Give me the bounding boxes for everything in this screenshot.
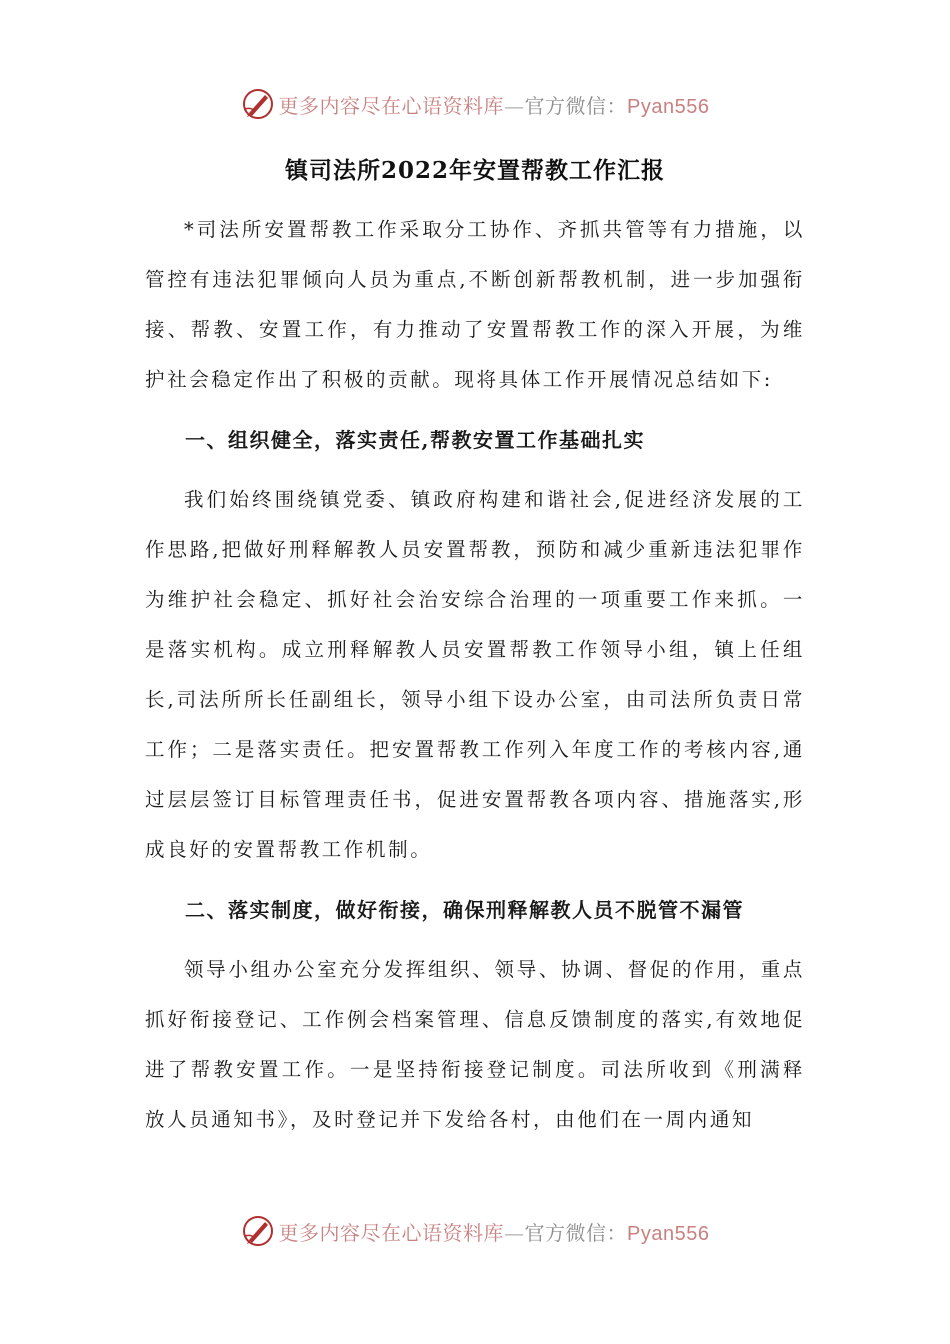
section-2-heading: 二、落实制度，做好衔接，确保刑释解教人员不脱管不漏管 [185, 898, 744, 922]
section-1-heading: 一、组织健全，落实责任,帮教安置工作基础扎实 [185, 428, 645, 452]
header-watermark-banner [0, 84, 950, 124]
document-body [145, 205, 805, 1145]
document-title: 镇司法所2022年安置帮教工作汇报 [284, 157, 665, 184]
contact-label: 官方微信： [524, 93, 628, 118]
contact-label: 官方微信： [524, 1220, 628, 1245]
pen-logo-icon [241, 1214, 275, 1248]
brand-text: 更多内容尽在心语资料库 [278, 1220, 505, 1245]
section-2-paragraph: 领导小组办公室充分发挥组织、领导、协调、督促的作用，重点抓好衔接登记、工作例会档案管理、信息反馈制度的落实,有效地促进了帮教安置工作。一是坚持衔接登记制度。司法所收到《刑满释放人员通知书》，及时登记并下发给各村，由他们在一周内通知 [145, 958, 805, 1131]
intro-paragraph: *司法所安置帮教工作采取分工协作、齐抓共管等有力措施，以管控有违法犯罪倾向人员为重点,不断创新帮教机制，进一步加强衔接、帮教、安置工作，有力推动了安置帮教工作的深入开展，为维护社会稳定作出了积极的贡献。现将具体工作开展情况总结如下: [145, 218, 805, 391]
contact-id: Pyan556 [627, 95, 710, 118]
footer-watermark-banner [0, 1211, 950, 1251]
promo-text [279, 1217, 710, 1246]
pen-logo-icon [241, 87, 275, 121]
banner-dash: — [504, 1220, 525, 1245]
promo-text [279, 90, 710, 119]
contact-id: Pyan556 [627, 1222, 710, 1245]
brand-text: 更多内容尽在心语资料库 [278, 93, 505, 118]
banner-dash: — [504, 93, 525, 118]
section-1-paragraph: 我们始终围绕镇党委、镇政府构建和谐社会,促进经济发展的工作思路,把做好刑释解教人员安置帮教，预防和减少重新违法犯罪作为维护社会稳定、抓好社会治安综合治理的一项重要工作来抓。一是落实机构。成立刑释解教人员安置帮教工作领导小组，镇上任组长,司法所所长任副组长，领导小组下设办公室，由司法所负责日常工作；二是落实责任。把安置帮教工作列入年度工作的考核内容,通过层层签订目标管理责任书，促进安置帮教各项内容、措施落实,形成良好的安置帮教工作机制。 [145, 488, 805, 861]
